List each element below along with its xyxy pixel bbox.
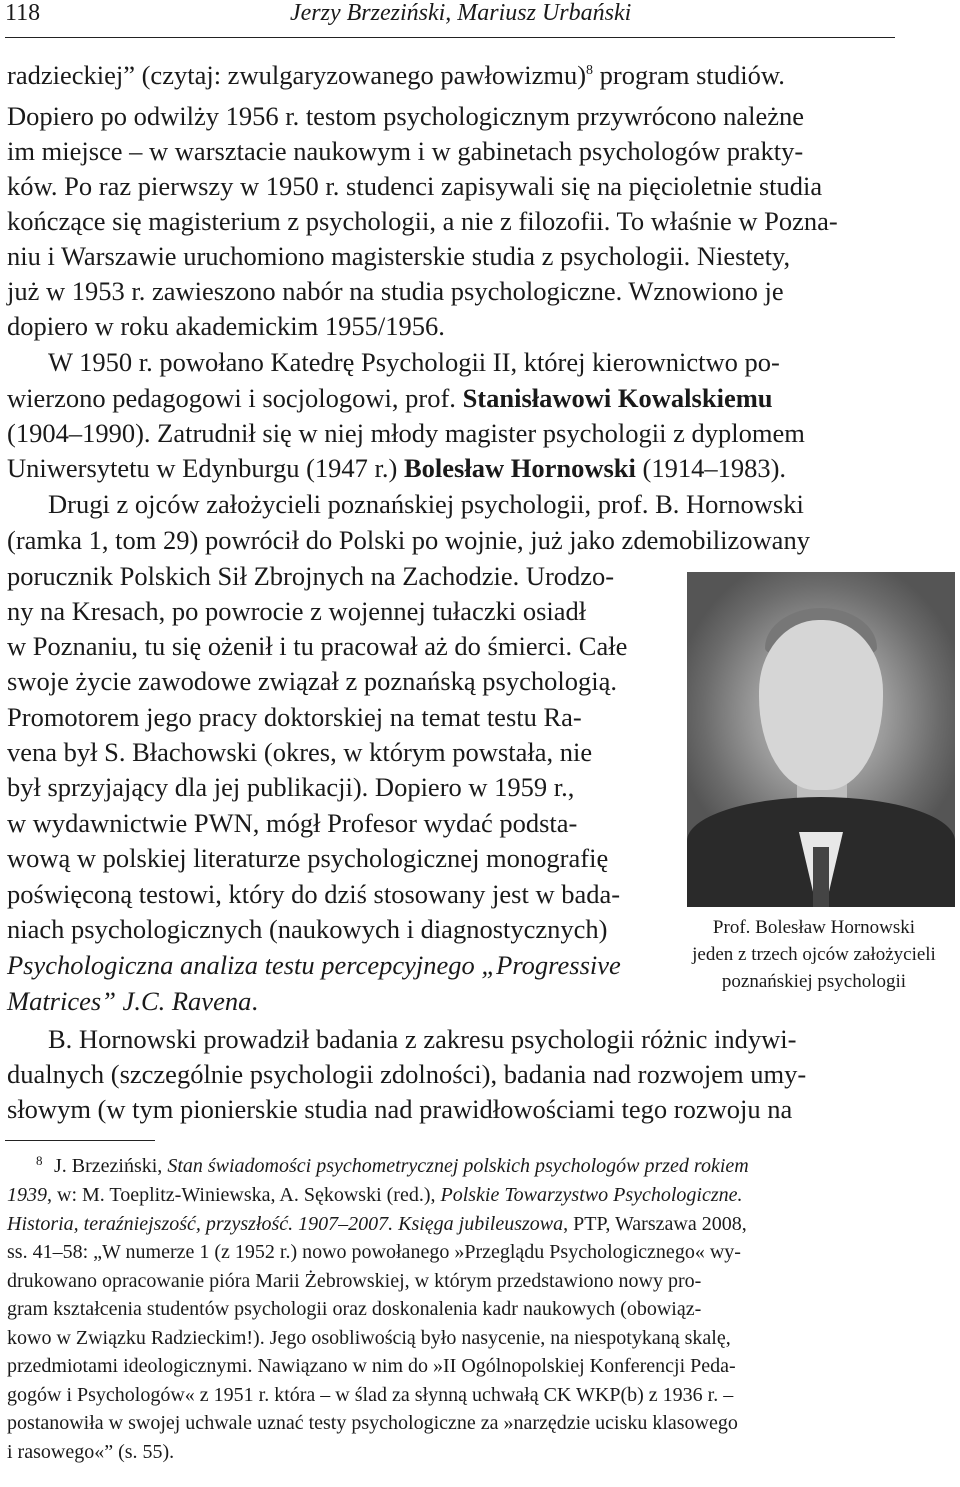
body-line: poświęconą testowi, który do dziś stosowany jest w bada- <box>7 879 621 909</box>
footnote-line: Historia, teraźniejszość, przyszłość. 1907–2007. Księga jubileuszowa, PTP, Warszawa 2008, <box>7 1213 747 1235</box>
body-line: swoje życie zawodowe związał z poznańską psychologią. <box>7 666 617 696</box>
caption-line: jeden z trzech ojców założycieli <box>692 944 936 965</box>
body-line: Promotorem jego pracy doktorskiej na temat testu Ra- <box>7 702 582 732</box>
body-line: (ramka 1, tom 29) powrócił do Polski po wojnie, już jako zdemobilizowany <box>7 525 810 555</box>
footnote-ref: 8 <box>586 63 594 78</box>
body-line: Uniwersytetu w Edynburgu (1947 r.) Bolesław Hornowski (1914–1983). <box>7 453 787 483</box>
page-number: 118 <box>5 0 41 26</box>
body-line: w wydawnictwie PWN, mógł Profesor wydać podsta- <box>7 808 578 838</box>
body-line: Psychologiczna analiza testu percepcyjnego „Progressive <box>7 950 621 980</box>
body-line: kończące się magisterium z psychologii, a nie z filozofii. To właśnie w Pozna- <box>7 206 838 236</box>
header-rule <box>5 37 895 38</box>
body-line: był sprzyjający dla jej publikacji). Dopiero w 1959 r., <box>7 772 575 802</box>
body-line: Dopiero po odwilży 1956 r. testom psychologicznym przywrócono należne <box>7 101 805 131</box>
footnote-line: 1939, w: M. Toeplitz-Winiewska, A. Sękowski (red.), Polskie Towarzystwo Psychologiczne. <box>7 1184 743 1206</box>
body-line: w Poznaniu, tu się ożenił i tu pracował aż do śmierci. Całe <box>7 631 628 661</box>
body-line: dualnych (szczególnie psychologii zdolności), badania nad rozwojem umy- <box>7 1059 807 1089</box>
body-line: ków. Po raz pierwszy w 1950 r. studenci zapisywali się na pięcioletnie studia <box>7 171 823 201</box>
body-line: Matrices” J.C. Ravena. <box>7 986 258 1016</box>
body-line: W 1950 r. powołano Katedrę Psychologii II, której kierownictwo po- <box>48 347 780 377</box>
footnote-line: ss. 41–58: „W numerze 1 (z 1952 r.) nowo powołanego »Przeglądu Psychologicznego« wy- <box>7 1241 741 1263</box>
body-line: wową w polskiej literaturze psychologicznej monografię <box>7 843 609 873</box>
footnote-line: drukowano opracowanie pióra Marii Żebrowskiej, w którym przedstawiono nowy pro- <box>7 1270 702 1292</box>
body-line: słowym (w tym pionierskie studia nad prawidłowościami tego rozwoju na <box>7 1094 793 1124</box>
bold-name: Stanisławowi Kowalskiemu <box>462 383 773 413</box>
body-line: vena był S. Błachowski (okres, w którym powstała, nie <box>7 737 593 767</box>
body-line: porucznik Polskich Sił Zbrojnych na Zachodzie. Urodzo- <box>7 561 615 591</box>
footnote-line: gogów i Psychologów« z 1951 r. która – w ślad za słynną uchwałą CK WKP(b) z 1936 r. – <box>7 1384 734 1406</box>
caption-line: Prof. Bolesław Hornowski <box>712 917 916 938</box>
body-line: niach psychologicznych (naukowych i diagnostycznych) <box>7 914 608 944</box>
body-line: ny na Kresach, po powrocie z wojennej tułaczki osiadł <box>7 596 587 626</box>
body-line: wierzono pedagogowi i socjologowi, prof. Stanisławowi Kowalskiemu <box>7 383 773 413</box>
body-line: im miejsce – w warsztacie naukowym i w gabinetach psychologów prakty- <box>7 136 804 166</box>
bold-name: Bolesław Hornowski <box>403 453 636 483</box>
caption-line: poznańskiej psychologii <box>721 971 907 992</box>
running-head: Jerzy Brzeziński, Mariusz Urbański <box>290 0 632 26</box>
footnote-line: przedmiotami ideologicznymi. Nawiązano w nim do »II Ogólnopolskiej Konferencji Peda- <box>7 1355 736 1377</box>
footnote-line: postanowiła w swojej uchwale uznać testy psychologiczne za »narzędzie ucisku klasowego <box>7 1412 738 1434</box>
footnote-rule <box>5 1140 155 1141</box>
portrait-photo <box>687 572 955 907</box>
footnote-line: gram kształcenia studentów psychologii oraz doskonalenia kadr naukowych (obowiąz- <box>7 1298 702 1320</box>
body-line: już w 1953 r. zawieszono nabór na studia psychologiczne. Wznowiono je <box>7 276 784 306</box>
photo-caption <box>668 914 960 995</box>
footnote-line: kowo w Związku Radzieckim!). Jego osobliwością było nasycenie, na niespotykaną skalę, <box>7 1327 731 1349</box>
footnote-line: J. Brzeziński, Stan świadomości psychometrycznej polskich psychologów przed rokiem <box>54 1155 749 1177</box>
footnote-line: i rasowego«” (s. 55). <box>7 1441 175 1463</box>
body-line: dopiero w roku akademickim 1955/1956. <box>7 311 445 341</box>
body-line: (1904–1990). Zatrudnił się w niej młody magister psychologii z dyplomem <box>7 418 805 448</box>
body-line: B. Hornowski prowadził badania z zakresu psychologii różnic indywi- <box>48 1024 797 1054</box>
body-line: Drugi z ojców założycieli poznańskiej psychologii, prof. B. Hornowski <box>48 489 804 519</box>
body-line: niu i Warszawie uruchomiono magisterskie studia z psychologii. Niestety, <box>7 241 791 271</box>
page-header <box>0 0 960 36</box>
body-line: radzieckiej” (czytaj: zwulgaryzowanego pawłowizmu)$^8$ program studiów. <box>7 60 785 90</box>
footnote-marker: 8 <box>36 1153 43 1168</box>
